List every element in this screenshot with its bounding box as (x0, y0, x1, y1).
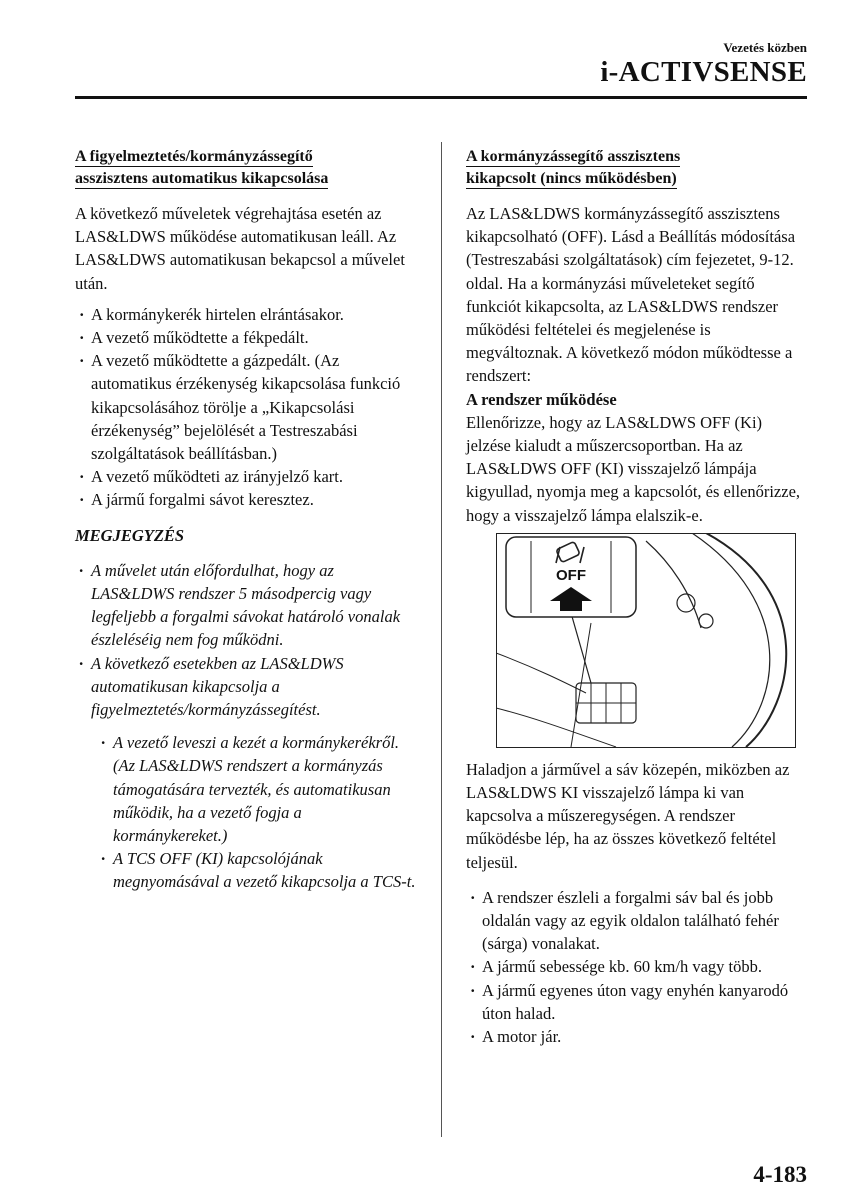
header-rule (75, 96, 807, 99)
list-item: · A vezető működtette a gázpedált. (Az automatikus érzékenység kikapcsolása funkció kikapcsolásához törölje a „Kikapcsolási érzékenység” bejelölését a Testreszabási szolgáltatások beállításban.) (75, 349, 420, 465)
right-heading: A kormányzássegítő asszisztens kikapcsolt (nincs működésben) (466, 148, 681, 187)
switch-figure (496, 533, 796, 748)
list-item: · A vezető leveszi a kezét a kormánykerékről. (Az LAS&LDWS rendszert a kormányzás támogatására tervezték, és automatikusan működik, ha a vezető fogja a kormánykereket.) (97, 731, 420, 847)
right-subhead: A rendszer működése (466, 389, 617, 409)
left-intro: A következő műveletek végrehajtása esetén az LAS&LDWS működése automatikusan leáll. Az LAS&LDWS automatikusan bekapcsol a művelet után. (75, 204, 405, 293)
list-item: · A következő esetekben az LAS&LDWS automatikusan kikapcsolja a figyelmeztetés/kormányzássegítést. (75, 652, 420, 722)
list-item: · A rendszer észleli a forgalmi sáv bal és jobb oldalán vagy az egyik oldalon található fehér (sárga) vonalakat. (466, 886, 811, 956)
sub-note-list (97, 731, 420, 893)
list-item: · A vezető működtette a fékpedált. (75, 326, 420, 349)
note-list (75, 559, 420, 721)
list-item: · A motor jár. (466, 1025, 811, 1048)
list-item: · A jármű egyenes úton vagy enyhén kanyarodó úton halad. (466, 979, 811, 1025)
dashboard-illustration (496, 533, 796, 748)
header-section: Vezetés közben (723, 40, 807, 55)
left-heading: A figyelmeztetés/kormányzássegítő asszisztens automatikus kikapcsolása (75, 148, 329, 187)
off-label: OFF (556, 566, 586, 584)
list-item: · A kormánykerék hirtelen elrántásakor. (75, 303, 420, 326)
page-number: 4-183 (753, 1162, 807, 1187)
header-title: i-ACTIVSENSE (600, 56, 807, 88)
right-intro: Az LAS&LDWS kormányzássegítő asszisztens kikapcsolható (OFF). Lásd a Beállítás módosítása (Testreszabási szolgáltatások) cím fejezetet, 9-12. oldal. Ha a kormányzási műveleteket segítő funkciót kikapcsolta, az LAS&LDWS rendszer működési feltételei és megjelenése is megváltoznak. A következő módon működtesse a rendszert: (466, 204, 796, 386)
column-divider (441, 142, 442, 1137)
right-column (466, 146, 811, 1048)
left-bullet-list (75, 303, 420, 512)
list-item: · A TCS OFF (KI) kapcsolójának megnyomásával a vezető kikapcsolja a TCS-t. (97, 847, 420, 893)
right-after: Haladjon a járművel a sáv közepén, miközben az LAS&LDWS KI visszajelző lámpa ki van kapcsolva a műszeregységen. A rendszer működésbe lép, ha az összes következő feltétel teljesül. (466, 759, 790, 872)
list-item: · A jármű sebessége kb. 60 km/h vagy több. (466, 955, 811, 978)
right-bullet-list (466, 886, 811, 1048)
right-sub-text: Ellenőrizze, hogy az LAS&LDWS OFF (Ki) jelzése kialudt a műszercsoportban. Ha az LAS&LDWS OFF (KI) visszajelző lámpája kigyullad, nyomja meg a kapcsolót, és ellenőrizze, hogy a visszajelző lámpa elalszik-e. (466, 412, 801, 525)
left-column (75, 146, 420, 894)
list-item: · A jármű forgalmi sávot keresztez. (75, 488, 420, 511)
list-item: · A művelet után előfordulhat, hogy az LAS&LDWS rendszer 5 másodpercig vagy legfeljebb a forgalmi sávokat határoló vonalak észleléséig nem fog működni. (75, 559, 420, 652)
list-item: · A vezető működteti az irányjelző kart. (75, 465, 420, 488)
note-title: MEGJEGYZÉS (75, 525, 185, 545)
